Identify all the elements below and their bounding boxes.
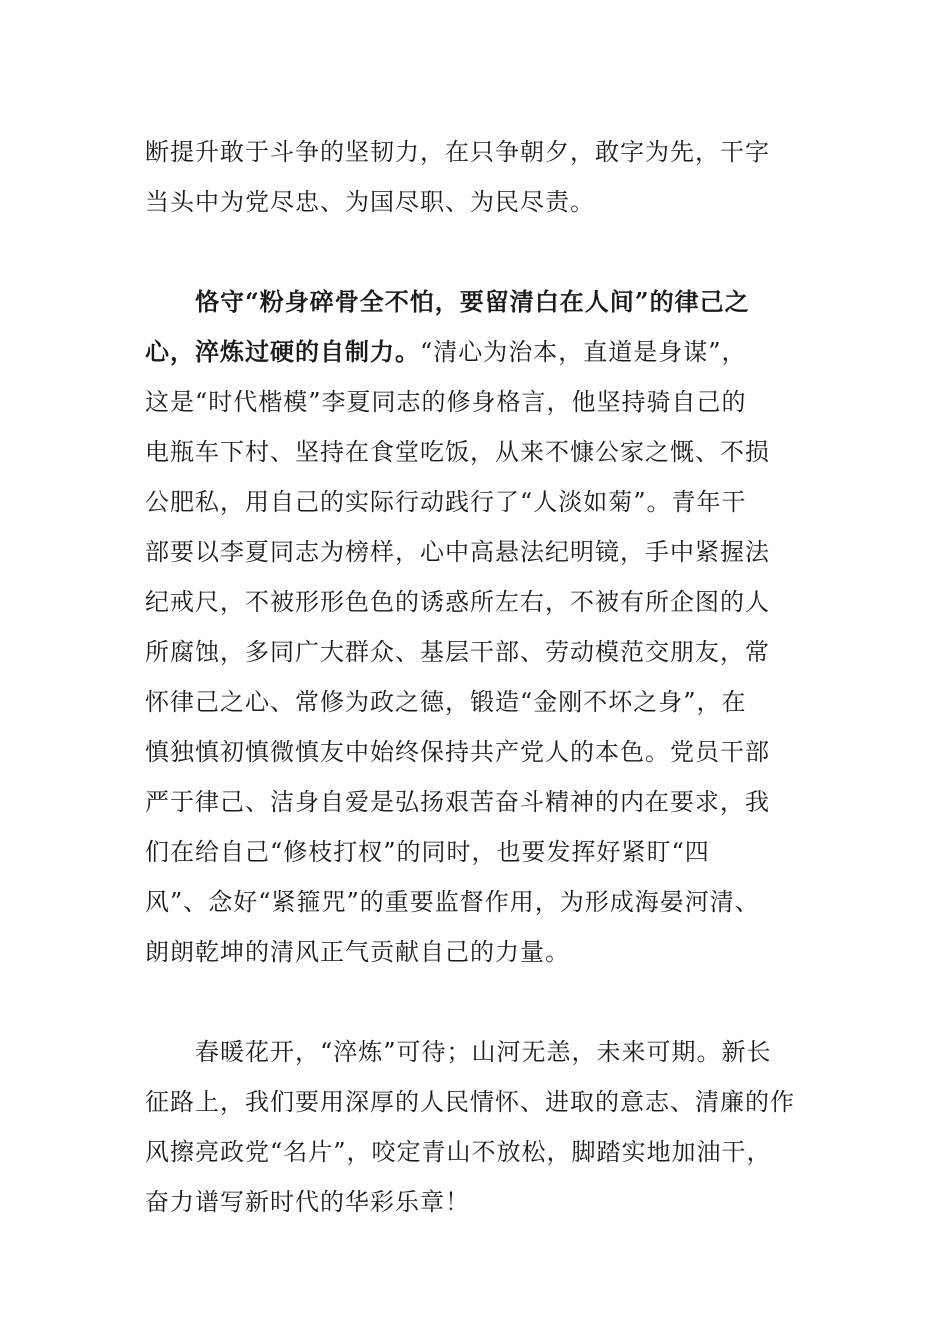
paragraph-3: [145, 1027, 810, 1227]
paragraph-2-line-3: 这是“时代楷模”李夏同志的修身格言，他坚持骑自己的: [145, 388, 747, 416]
paragraph-3-line-1: 春暖花开，“淬炼”可待；山河无恙，未来可期。新长: [195, 1038, 772, 1066]
paragraph-1: [145, 127, 810, 227]
paragraph-3-line-4: 奋力谱写新时代的华彩乐章！: [145, 1188, 470, 1216]
paragraph-1-line-1: 断提升敢于斗争的坚韧力，在只争朝夕，敢字为先，干字: [145, 138, 770, 166]
paragraph-1-line-2: 当头中为党尽忠、为国尽职、为民尽责。: [145, 188, 595, 216]
paragraph-2-line-4: 电瓶车下村、坚持在食堂吃饭，从来不慷公家之慨、不损: [145, 438, 770, 466]
paragraph-2-line-8: 所腐蚀，多同广大群众、基层干部、劳动模范交朋友，常: [145, 638, 770, 666]
paragraph-2-line-2: [145, 327, 810, 377]
paragraph-2-line-13: 风”、念好“紧箍咒”的重要监督作用，为形成海晏河清、: [145, 888, 760, 916]
paragraph-2-line-6: 部要以李夏同志为榜样，心中高悬法纪明镜，手中紧握法: [145, 538, 770, 566]
paragraph-2-line-14: 朗朗乾坤的清风正气贡献自己的力量。: [145, 938, 570, 966]
paragraph-2-line-7: 纪戒尺，不被形形色色的诱惑所左右，不被有所企图的人: [145, 588, 770, 616]
paragraph-2-line-12: 们在给自己“修枝打杈”的同时，也要发挥好紧盯“四: [145, 838, 710, 866]
paragraph-2: [145, 277, 810, 977]
paragraph-3-line-2: 征路上，我们要用深厚的人民情怀、进取的意志、清廉的作: [145, 1088, 795, 1116]
paragraph-2-line-9: 怀律己之心、常修为政之德，锻造“金刚不坏之身”，在: [145, 688, 747, 716]
paragraph-2-line-5: 公肥私，用自己的实际行动践行了“人淡如菊”。青年干: [145, 488, 747, 516]
paragraph-3-line-3: 风擦亮政党“名片”，咬定青山不放松，脚踏实地加油干，: [145, 1138, 772, 1166]
paragraph-2-line-11: 严于律己、洁身自爱是弘扬艰苦奋斗精神的内在要求，我: [145, 788, 770, 816]
paragraph-2-line-10: 慎独慎初慎微慎友中始终保持共产党人的本色。党员干部: [145, 738, 770, 766]
paragraph-2-heading-line-1: 恪守“粉身碎骨全不怕，要留清白在人间”的律己之: [195, 287, 750, 316]
paragraph-2-line-2-rest: “清心为治本，直道是身谋”，: [420, 338, 747, 366]
paragraph-2-heading-line-2: 心，淬炼过硬的自制力。: [145, 337, 420, 366]
